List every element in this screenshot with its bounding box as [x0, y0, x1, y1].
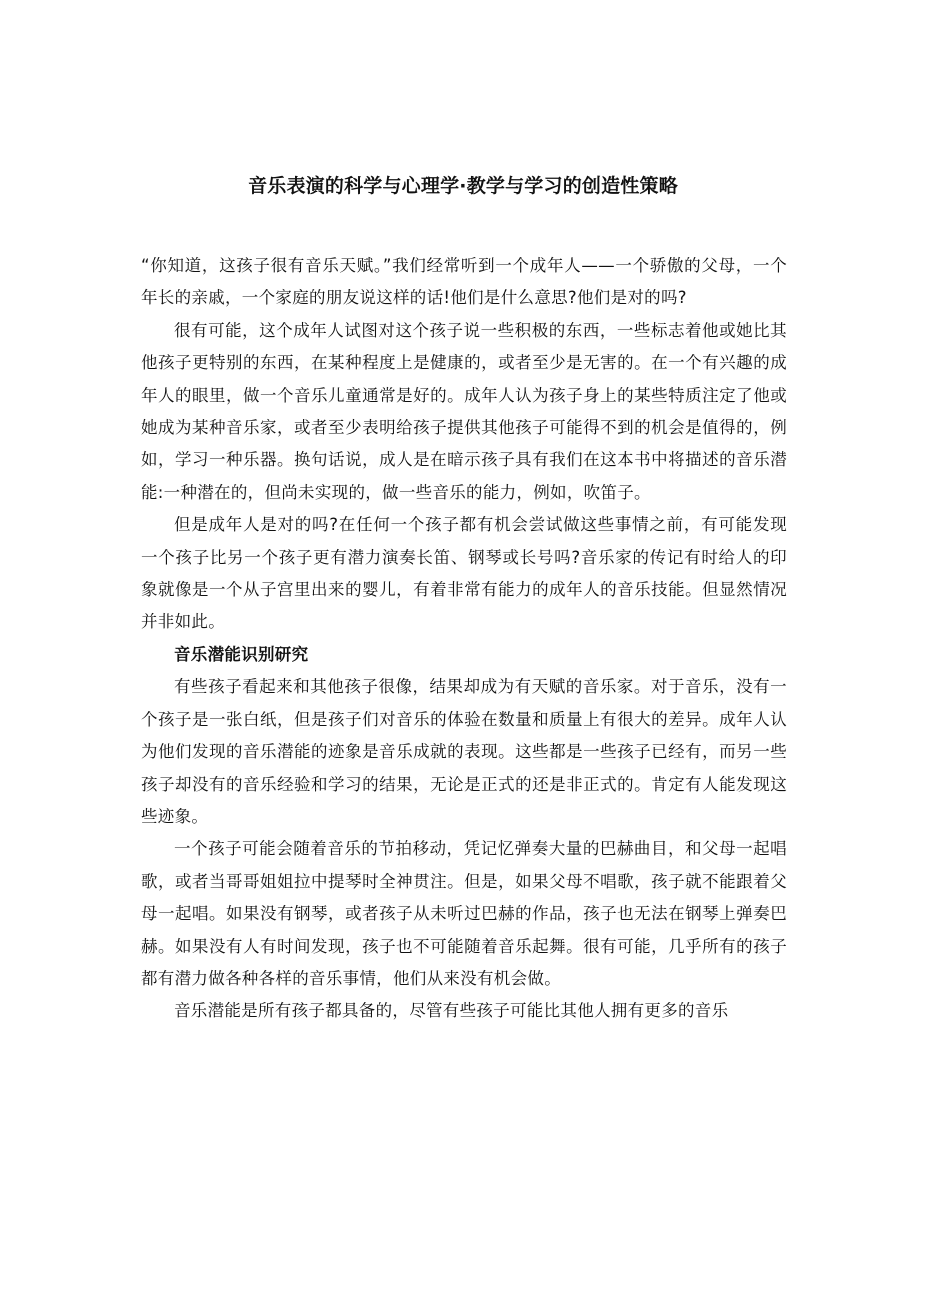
section-paragraph-2: 一个孩子可能会随着音乐的节拍移动，凭记忆弹奏大量的巴赫曲目，和父母一起唱歌，或者当哥哥姐姐拉中提琴时全神贯注。但是，如果父母不唱歌，孩子就不能跟着父母一起唱。如果没有钢琴，或者孩子从未听过巴赫的作品，孩子也无法在钢琴上弹奏巴赫。如果没有人有时间发现，孩子也不可能随着音乐起舞。很有可能，几乎所有的孩子都有潜力做各种各样的音乐事情，他们从来没有机会做。: [141, 839, 787, 988]
intro-paragraph-3: 但是成年人是对的吗?在任何一个孩子都有机会尝试做这些事情之前，有可能发现一个孩子比另一个孩子更有潜力演奏长笛、钢琴或长号吗?音乐家的传记有时给人的印象就像是一个从子宫里出来的婴儿，有着非常有能力的成年人的音乐技能。但显然情况并非如此。: [141, 515, 787, 632]
section-paragraph-3: 音乐潜能是所有孩子都具备的，尽管有些孩子可能比其他人拥有更多的音乐: [174, 1001, 729, 1021]
document-title: 音乐表演的科学与心理学·教学与学习的创造性策略: [248, 175, 678, 197]
section-heading: 音乐潜能识别研究: [174, 644, 309, 664]
document-body: [141, 250, 787, 1028]
intro-paragraph-1: “你知道，这孩子很有音乐天赋。”我们经常听到一个成年人——一个骄傲的父母，一个年长的亲戚，一个家庭的朋友说这样的话!他们是什么意思?他们是对的吗?: [141, 256, 787, 308]
intro-paragraph-2: 很有可能，这个成年人试图对这个孩子说一些积极的东西，一些标志着他或她比其他孩子更特别的东西，在某种程度上是健康的，或者至少是无害的。在一个有兴趣的成年人的眼里，做一个音乐儿童通常是好的。成年人认为孩子身上的某些特质注定了他或她成为某种音乐家，或者至少表明给孩子提供其他孩子可能得不到的机会是值得的，例如，学习一种乐器。换句话说，成人是在暗示孩子具有我们在这本书中将描述的音乐潜能:一种潜在的，但尚未实现的，做一些音乐的能力，例如，吹笛子。: [141, 320, 787, 502]
section-paragraph-1: 有些孩子看起来和其他孩子很像，结果却成为有天赋的音乐家。对于音乐，没有一个孩子是一张白纸，但是孩子们对音乐的体验在数量和质量上有很大的差异。成年人认为他们发现的音乐潜能的迹象是音乐成就的表现。这些都是一些孩子已经有，而另一些孩子却没有的音乐经验和学习的结果，无论是正式的还是非正式的。肯定有人能发现这些迹象。: [141, 677, 787, 826]
